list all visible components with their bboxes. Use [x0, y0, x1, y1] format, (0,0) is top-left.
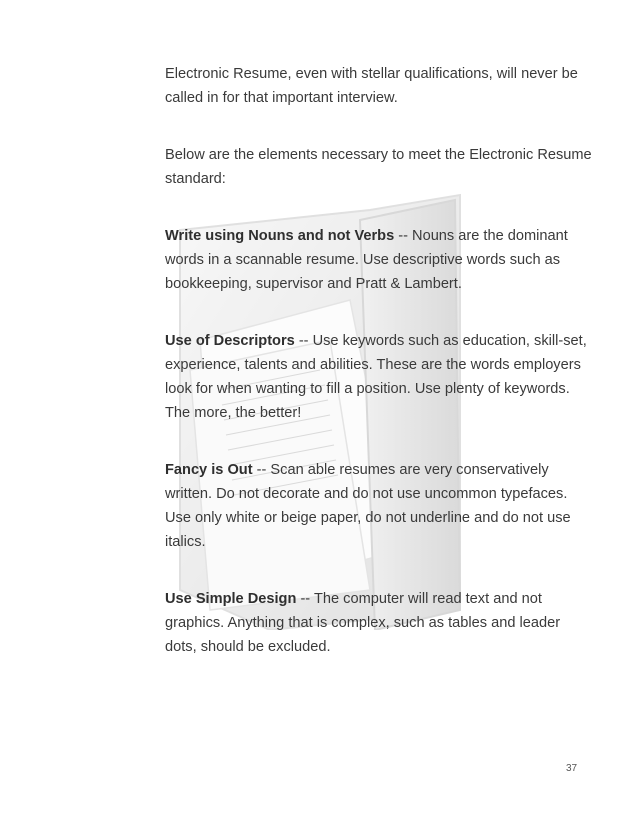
design-text: -- The computer will read text and not graphics. Anything that is complex, such as tables and leader dots, should be excluded.: [165, 591, 561, 655]
elements-paragraph: Below are the elements necessary to meet the Electronic Resume standard:: [165, 147, 592, 187]
descriptors-paragraph: [165, 329, 595, 425]
intro-paragraph: Electronic Resume, even with stellar qualifications, will never be called in for that important interview.: [165, 66, 578, 106]
nouns-heading: Write using Nouns and not Verbs: [165, 228, 395, 244]
fancy-heading: Fancy is Out: [165, 462, 253, 478]
fancy-paragraph: [165, 458, 595, 554]
descriptors-heading: Use of Descriptors: [165, 333, 295, 349]
descriptors-text: -- Use keywords such as education, skill-set, experience, talents and abilities. These are the words employers look for when wanting to fill a position. Use plenty of keywords. The more, the better!: [165, 333, 587, 421]
design-heading: Use Simple Design: [165, 591, 297, 607]
page-number: 37: [566, 763, 578, 774]
design-paragraph: [165, 587, 595, 659]
nouns-text: -- Nouns are the dominant words in a scannable resume. Use descriptive words such as bookkeeping, supervisor and Pratt & Lambert.: [165, 228, 568, 292]
document-body: [165, 62, 595, 692]
nouns-paragraph: [165, 224, 595, 296]
fancy-text: -- Scan able resumes are very conservatively written. Do not decorate and do not use uncommon typefaces. Use only white or beige paper, do not underline and do not use italics.: [165, 462, 571, 550]
